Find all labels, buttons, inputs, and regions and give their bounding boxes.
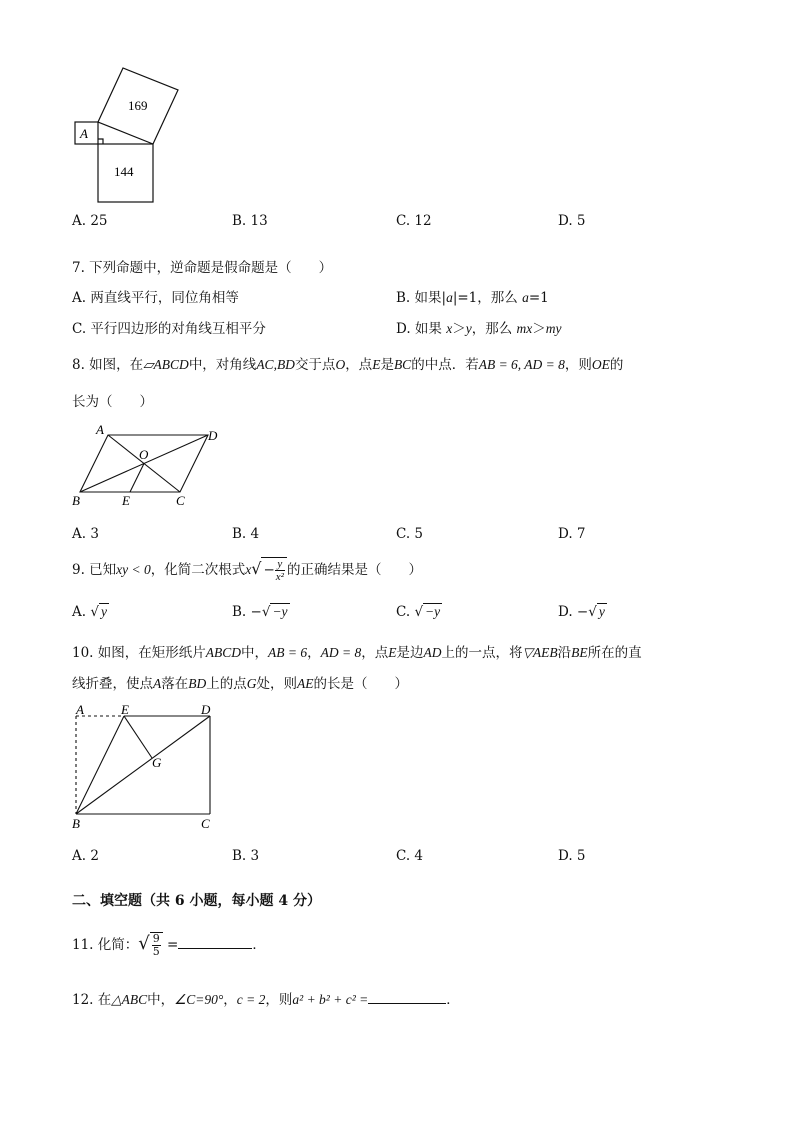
q12-angle: ∠C=90° bbox=[174, 992, 224, 1007]
q9-a-root: √ bbox=[90, 604, 99, 620]
q9-radical: √ bbox=[251, 559, 262, 578]
q9-option-c[interactable] bbox=[396, 603, 442, 620]
segment-eg bbox=[124, 716, 152, 758]
q7-option-c[interactable]: C. 平行四边形的对角线互相平分 bbox=[72, 321, 266, 337]
q12-text-3: ，则 bbox=[265, 992, 293, 1008]
q8-segment-oe: OE bbox=[591, 357, 610, 372]
q11-root: √ bbox=[138, 933, 150, 954]
q9-denominator: x² bbox=[275, 571, 284, 583]
q8-segment-bc: BC bbox=[393, 357, 412, 372]
q8-parallelogram: ▱ABCD bbox=[143, 357, 189, 372]
q10-option-d[interactable]: D. 5 bbox=[558, 848, 586, 864]
q6-option-a[interactable]: A. 25 bbox=[72, 213, 108, 229]
q10-text-3: ，点 bbox=[361, 645, 389, 661]
q12-answer-blank[interactable] bbox=[368, 989, 446, 1004]
q8-text-7: ，则 bbox=[564, 357, 592, 373]
q10-ab: AB = 6 bbox=[268, 645, 308, 660]
q8-option-c[interactable]: C. 5 bbox=[396, 526, 424, 542]
q7-option-a[interactable]: A. 两直线平行，同位角相等 bbox=[72, 290, 239, 306]
q8-label-c: C bbox=[176, 493, 185, 508]
q11-fraction bbox=[152, 933, 161, 958]
q9-radicand bbox=[261, 557, 287, 583]
q8-diagonals: AC,BD bbox=[256, 357, 295, 372]
q9-option-d[interactable] bbox=[558, 603, 607, 620]
q8-text-4: ，点 bbox=[345, 357, 373, 373]
q10-triangle: ▽AEB bbox=[522, 645, 558, 660]
q9-text-1: 9. 已知 bbox=[72, 562, 117, 578]
label-169: 169 bbox=[128, 98, 148, 113]
q10-text-2: 中， bbox=[241, 645, 269, 661]
q10-text-4: 是边 bbox=[396, 645, 424, 661]
q12-c-value: c = 2 bbox=[236, 992, 266, 1007]
q10-sep: ， bbox=[307, 645, 321, 661]
q7-d-my: my bbox=[545, 321, 562, 336]
q9-b-label: B. − bbox=[232, 604, 262, 620]
q7-b-var: a bbox=[446, 290, 453, 305]
q12-expression: a² + b² + c² = bbox=[292, 992, 369, 1007]
q8-condition: AB = 6, AD = 8 bbox=[478, 357, 565, 372]
q8-text-5: 是 bbox=[380, 357, 394, 373]
q6-option-d[interactable]: D. 5 bbox=[558, 213, 586, 229]
q7-d-y: y bbox=[465, 321, 472, 336]
q7-b-end: =1 bbox=[528, 290, 549, 306]
q8-label-a: A bbox=[96, 422, 104, 437]
q12-end: ． bbox=[446, 992, 460, 1008]
q11-denominator: 5 bbox=[152, 945, 160, 958]
q10-label-c: C bbox=[201, 816, 210, 831]
q9-text-3: 的正确结果是（ ） bbox=[286, 562, 422, 578]
q9-option-b[interactable] bbox=[232, 603, 290, 620]
q7-d-x: x bbox=[446, 321, 453, 336]
q9-x: x bbox=[245, 562, 252, 577]
q7-d-gt: ＞ bbox=[452, 321, 466, 337]
q7-b-mid: |=1，那么 bbox=[452, 290, 523, 306]
q11-answer-blank[interactable] bbox=[178, 934, 252, 949]
q12-sep: ， bbox=[223, 992, 237, 1008]
q9-d-root: √ bbox=[588, 604, 597, 620]
q10-stem-line1 bbox=[72, 641, 642, 661]
q10-text-8: 线折叠，使点 bbox=[72, 676, 153, 692]
q8-stem-line1 bbox=[72, 353, 623, 373]
q9-b-radicand: −y bbox=[272, 604, 288, 619]
q8-point-o: O bbox=[335, 357, 346, 372]
q12-triangle: △ABC bbox=[111, 992, 148, 1007]
q10-text-11: 处，则 bbox=[256, 676, 297, 692]
q9-c-radicand: −y bbox=[425, 604, 441, 619]
q9-b-root: √ bbox=[261, 604, 271, 620]
q8-point-e: E bbox=[372, 357, 381, 372]
q9-a-radicand: y bbox=[100, 604, 107, 619]
q10-label-a: A bbox=[76, 702, 84, 717]
q7-stem: 7. 下列命题中，逆命题是假命题是（ ） bbox=[72, 260, 333, 276]
q10-label-g: G bbox=[152, 755, 162, 770]
q7-b-var2: a bbox=[522, 290, 529, 305]
q9-a-label: A. bbox=[72, 604, 87, 620]
q9-d-label: D. − bbox=[558, 604, 589, 620]
fold-line-be bbox=[76, 716, 124, 814]
segment-oe bbox=[130, 464, 144, 493]
q8-text-1: 8. 如图，在 bbox=[72, 357, 144, 373]
q10-figure bbox=[68, 700, 228, 835]
q8-label-e: E bbox=[122, 493, 130, 508]
label-a: A bbox=[80, 126, 88, 141]
q7-b-pre: B. 如果| bbox=[396, 290, 447, 306]
q8-figure bbox=[68, 422, 228, 510]
q7-d-gt2: ＞ bbox=[532, 321, 546, 337]
right-angle-mark bbox=[98, 139, 103, 144]
q10-stem-line2 bbox=[72, 672, 408, 692]
q11-stem: 11. 化简： bbox=[72, 937, 139, 953]
q11-radicand bbox=[150, 932, 163, 958]
q10-label-e: E bbox=[121, 702, 129, 717]
q10-label-b: B bbox=[72, 816, 80, 831]
q6-option-c[interactable]: C. 12 bbox=[396, 213, 432, 229]
q8-stem-line2: 长为（ ） bbox=[72, 394, 153, 410]
q7-option-b[interactable] bbox=[396, 286, 549, 306]
q12-text-1: 12. 在 bbox=[72, 992, 112, 1008]
q8-label-d: D bbox=[208, 428, 218, 443]
q8-option-a[interactable]: A. 3 bbox=[72, 526, 99, 542]
q12-text-2: 中， bbox=[147, 992, 175, 1008]
q10-seg-be: BE bbox=[571, 645, 588, 660]
q9-text-2: ，化简二次根式 bbox=[150, 562, 246, 578]
q10-text-6: 沿 bbox=[557, 645, 572, 661]
q10-text-7: 所在的直 bbox=[587, 645, 642, 661]
q12 bbox=[72, 988, 460, 1008]
q10-point-e: E bbox=[388, 645, 397, 660]
q9-minus: − bbox=[263, 562, 275, 578]
q7-option-d[interactable] bbox=[396, 317, 562, 337]
q10-option-c[interactable]: C. 4 bbox=[396, 848, 424, 864]
q9-option-a[interactable] bbox=[72, 603, 109, 620]
q7-d-mid: ，那么 bbox=[471, 321, 517, 337]
q9-numerator: y bbox=[275, 558, 285, 571]
q10-label-d: D bbox=[201, 702, 211, 717]
q8-text-3: 交于点 bbox=[294, 357, 336, 373]
q10-text-10: 上的点 bbox=[206, 676, 247, 692]
q10-text-1: 10. 如图，在矩形纸片 bbox=[72, 645, 206, 661]
q8-label-b: B bbox=[72, 493, 80, 508]
q11: 11. 化简：√ $\frac{9}{5}$ = ． bbox=[72, 932, 266, 958]
q8-text-8: 的 bbox=[609, 357, 624, 373]
q7-d-mx: mx bbox=[516, 321, 533, 336]
q10-seg-bd: BD bbox=[188, 676, 207, 691]
label-144: 144 bbox=[114, 164, 134, 179]
q10-ad: AD = 8 bbox=[320, 645, 362, 660]
q10-seg-ae: AE bbox=[297, 676, 314, 691]
q9-c-root: √ bbox=[414, 604, 424, 620]
q9-condition: xy < 0 bbox=[116, 562, 151, 577]
q7-d-pre: D. 如果 bbox=[396, 321, 447, 337]
q8-text-2: 中，对角线 bbox=[188, 357, 257, 373]
q10-option-a[interactable]: A. 2 bbox=[72, 848, 99, 864]
q10-point-a: A bbox=[153, 676, 162, 691]
q10-point-g: G bbox=[246, 676, 257, 691]
q8-text-6: 的中点．若 bbox=[411, 357, 479, 373]
q6-option-b[interactable]: B. 13 bbox=[232, 213, 268, 229]
q10-text-5: 上的一点，将 bbox=[441, 645, 523, 661]
q8-option-b[interactable]: B. 4 bbox=[232, 526, 260, 542]
q11-numerator: 9 bbox=[152, 932, 160, 945]
q9-stem bbox=[72, 557, 422, 583]
q6-figure bbox=[70, 62, 185, 207]
q9-fraction bbox=[275, 558, 285, 583]
q10-seg-ad: AD bbox=[423, 645, 442, 660]
q10-text-12: 的长是（ ） bbox=[313, 676, 408, 692]
q11-equals: = bbox=[167, 937, 179, 953]
section-2-heading: 二、填空题（共 6 小题，每小题 4 分） bbox=[72, 893, 321, 909]
diagonal-bd bbox=[76, 716, 210, 814]
q10-rect: ABCD bbox=[205, 645, 242, 660]
q9-c-label: C. bbox=[396, 604, 411, 620]
q10-text-9: 落在 bbox=[161, 676, 189, 692]
q9-d-radicand: y bbox=[598, 604, 605, 619]
q8-label-o: O bbox=[139, 447, 149, 462]
q8-option-d[interactable]: D. 7 bbox=[558, 526, 586, 542]
q10-option-b[interactable]: B. 3 bbox=[232, 848, 260, 864]
